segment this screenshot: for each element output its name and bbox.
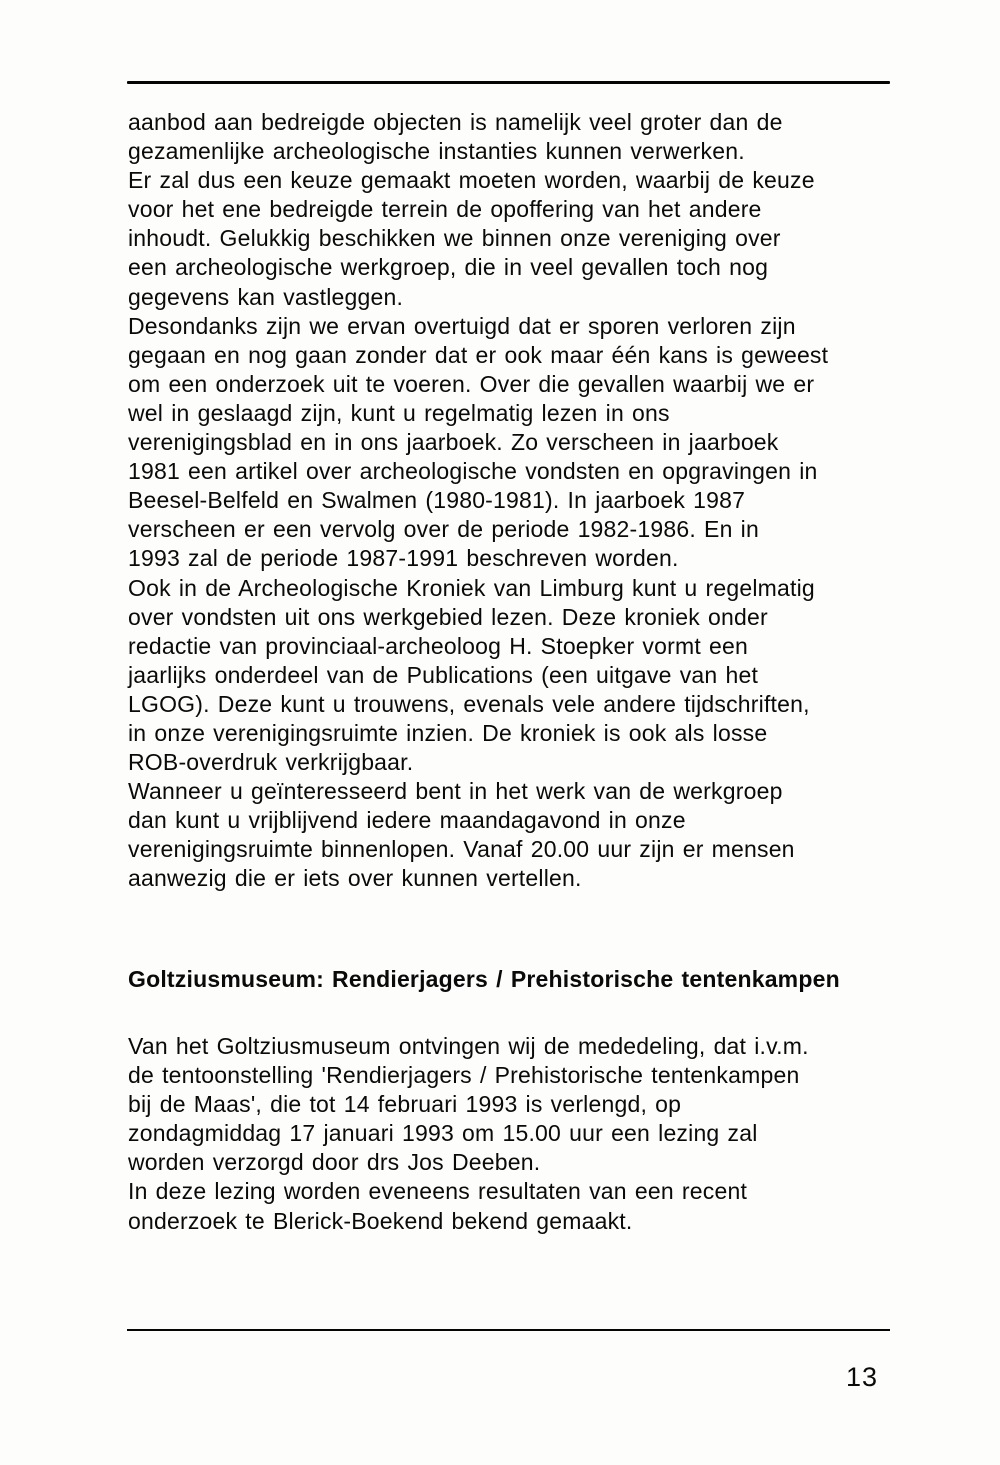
body-paragraph-1: [128, 108, 908, 894]
text-line: Wanneer u geïnteresseerd bent in het werk van de werkgroep: [128, 778, 783, 805]
page-number: 13: [845, 1362, 878, 1392]
text-line: wel in geslaagd zijn, kunt u regelmatig lezen in ons: [128, 399, 670, 426]
text-line: gezamenlijke archeologische instanties kunnen verwerken.: [128, 138, 745, 165]
text-line: 1981 een artikel over archeologische vondsten en opgravingen in: [128, 458, 818, 485]
text-line: LGOG). Deze kunt u trouwens, evenals vele andere tijdschriften,: [128, 690, 810, 717]
text-line: aanwezig die er iets over kunnen vertellen.: [128, 865, 582, 892]
text-line: 1993 zal de periode 1987-1991 beschreven worden.: [128, 545, 679, 572]
text-line: In deze lezing worden eveneens resultaten van een recent: [128, 1178, 748, 1205]
text-line: ROB-overdruk verkrijgbaar.: [128, 749, 414, 776]
top-rule: [127, 81, 890, 84]
text-line: aanbod aan bedreigde objecten is namelijk veel groter dan de: [128, 109, 783, 135]
text-line: worden verzorgd door drs Jos Deeben.: [128, 1149, 541, 1176]
text-line: voor het ene bedreigde terrein de opoffering van het andere: [128, 196, 762, 223]
text-line: verscheen er een vervolg over de periode 1982-1986. En in: [128, 516, 759, 543]
text-line: Desondanks zijn we ervan overtuigd dat er sporen verloren zijn: [128, 312, 796, 339]
text-line: verenigingsruimte binnenlopen. Vanaf 20.00 uur zijn er mensen: [128, 836, 795, 863]
text-line: een archeologische werkgroep, die in veel gevallen toch nog: [128, 254, 769, 281]
text-line: onderzoek te Blerick-Boekend bekend gemaakt.: [128, 1207, 633, 1234]
text-line: verenigingsblad en in ons jaarboek. Zo verscheen in jaarboek: [128, 429, 779, 456]
text-line: Er zal dus een keuze gemaakt moeten worden, waarbij de keuze: [128, 167, 815, 194]
text-line: inhoudt. Gelukkig beschikken we binnen onze vereniging over: [128, 225, 781, 252]
body-paragraph-2: [128, 1032, 908, 1236]
text-line: zondagmiddag 17 januari 1993 om 15.00 uur een lezing zal: [128, 1120, 758, 1147]
text-line: redactie van provinciaal-archeoloog H. Stoepker vormt een: [128, 632, 748, 659]
text-line: in onze verenigingsruimte inzien. De kroniek is ook als losse: [128, 719, 768, 746]
text-line: dan kunt u vrijblijvend iedere maandagavond in onze: [128, 807, 686, 834]
bottom-rule: [127, 1329, 890, 1331]
text-line: Beesel-Belfeld en Swalmen (1980-1981). In jaarboek 1987: [128, 487, 746, 514]
text-line: gegevens kan vastleggen.: [128, 283, 404, 310]
text-line: Ook in de Archeologische Kroniek van Limburg kunt u regelmatig: [128, 574, 815, 601]
text-line: over vondsten uit ons werkgebied lezen. Deze kroniek onder: [128, 603, 768, 630]
text-line: de tentoonstelling 'Rendierjagers / Prehistorische tentenkampen: [128, 1062, 800, 1089]
text-line: Van het Goltziusmuseum ontvingen wij de mededeling, dat i.v.m.: [128, 1033, 809, 1059]
text-line: bij de Maas', die tot 14 februari 1993 is verlengd, op: [128, 1091, 682, 1118]
text-line: gegaan en nog gaan zonder dat er ook maar één kans is geweest: [128, 341, 829, 368]
text-line: om een onderzoek uit te voeren. Over die gevallen waarbij we er: [128, 370, 815, 397]
text-line: jaarlijks onderdeel van de Publications (een uitgave van het: [128, 661, 759, 688]
section-heading: Goltziusmuseum: Rendierjagers / Prehistorische tentenkampen: [128, 966, 840, 992]
